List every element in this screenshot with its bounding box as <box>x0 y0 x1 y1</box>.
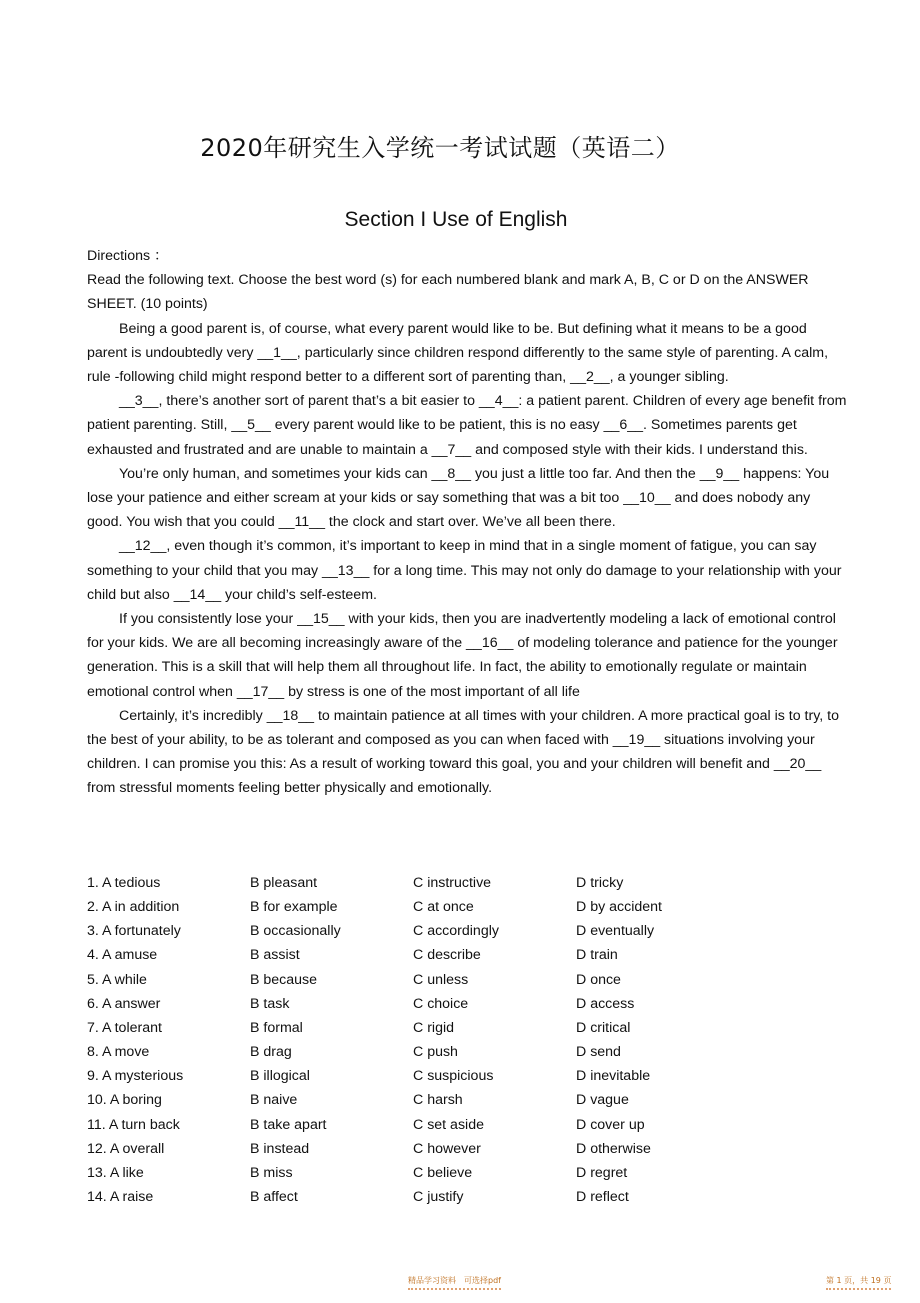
section-title: Section I Use of English <box>344 208 568 231</box>
option-b: B occasionally <box>250 923 341 940</box>
option-c: C believe <box>413 1164 473 1181</box>
option-a: 4. A amuse <box>87 947 158 964</box>
option-c: C harsh <box>413 1092 463 1109</box>
option-d: D eventually <box>576 923 655 940</box>
option-c: C suspicious <box>413 1068 494 1085</box>
option-c: C unless <box>413 971 469 988</box>
option-c: C set aside <box>413 1116 484 1133</box>
passage-paragraph-2: __3__, there’s another sort of parent that’s a bit easier to __4__: a patient parent. Children of every age benefit from patient parenting. Still, __5__ every parent would like to be patient, this is no easy __6__. Sometimes parents get exhausted and frustrated and are unable to maintain a __7__ and composed style with their kids. I understand this. <box>87 393 847 458</box>
directions-label: Directions ： <box>87 248 169 264</box>
option-c: C describe <box>413 947 481 964</box>
option-d: D cover up <box>576 1116 645 1133</box>
footer-watermark-text: 精品学习资料 可选择pdf <box>408 1276 501 1285</box>
passage-body <box>87 244 847 801</box>
footer-dotted-line <box>408 1288 501 1292</box>
option-b: B formal <box>250 1019 303 1036</box>
option-row <box>87 871 767 895</box>
directions-text: Read the following text. Choose the best word (s) for each numbered blank and mark A, B, C or D on the ANSWER SHEET. (10 points) <box>87 272 809 313</box>
option-row <box>87 1016 767 1040</box>
option-row <box>87 895 767 919</box>
option-a: 13. A like <box>87 1164 144 1181</box>
option-row <box>87 968 767 992</box>
option-b: B because <box>250 971 318 988</box>
option-a: 2. A in addition <box>87 899 180 916</box>
option-c: C choice <box>413 995 469 1012</box>
option-row <box>87 1064 767 1088</box>
footer-watermark <box>408 1275 501 1292</box>
option-row <box>87 1088 767 1112</box>
option-a: 1. A tedious <box>87 875 161 891</box>
option-c: C at once <box>413 899 474 916</box>
passage-paragraph-3: You’re only human, and sometimes your kids can __8__ you just a little too far. And then the __9__ happens: You lose your patience and either scream at your kids or say something that was a bit too __10__ and does nobody any good. You wish that you could __11__ the clock and start over. We’ve all been there. <box>87 465 830 531</box>
passage-paragraph-1: Being a good parent is, of course, what every parent would like to be. But defining what it means to be a good parent is undoubtedly very __1__, particularly since children respond differently to the same style of parenting. A calm, rule -following child might respond better to a different sort of parenting than, __2__, a younger sibling. <box>87 320 829 386</box>
option-a: 10. A boring <box>87 1092 162 1109</box>
option-c: C push <box>413 1044 458 1061</box>
option-d: D regret <box>576 1164 628 1181</box>
option-d: D by accident <box>576 899 662 916</box>
option-b: B for example <box>250 899 338 916</box>
option-row <box>87 1137 767 1161</box>
option-a: 12. A overall <box>87 1140 165 1157</box>
option-c: C instructive <box>413 875 492 891</box>
footer-dotted-line <box>826 1288 891 1292</box>
option-b: B drag <box>250 1044 292 1061</box>
option-a: 3. A fortunately <box>87 923 181 940</box>
option-row <box>87 919 767 943</box>
document-title: 2020年研究生入学统一考试试题（英语二） <box>200 134 680 162</box>
option-row <box>87 1113 767 1137</box>
option-row <box>87 1040 767 1064</box>
option-row <box>87 943 767 967</box>
option-b: B naive <box>250 1092 298 1109</box>
option-b: B assist <box>250 947 300 964</box>
option-d: D tricky <box>576 875 624 891</box>
option-d: D send <box>576 1044 621 1061</box>
option-d: D train <box>576 947 618 964</box>
option-a: 8. A move <box>87 1044 150 1061</box>
option-d: D access <box>576 995 635 1012</box>
option-b: B illogical <box>250 1068 310 1085</box>
passage-paragraph-4: __12__, even though it’s common, it’s important to keep in mind that in a single moment of fatigue, you can say something to your child that you may __13__ for a long time. This may not only do damage to your relationship with your child but also __14__ your child’s self-esteem. <box>87 538 842 603</box>
option-a: 14. A raise <box>87 1189 154 1206</box>
option-d: D vague <box>576 1092 629 1109</box>
answer-options-list <box>87 871 767 1209</box>
option-a: 11. A turn back <box>87 1116 180 1133</box>
option-c: C justify <box>413 1189 464 1206</box>
option-b: B pleasant <box>250 875 318 891</box>
option-d: D inevitable <box>576 1068 651 1085</box>
option-d: D reflect <box>576 1189 629 1206</box>
option-a: 5. A while <box>87 971 147 988</box>
option-a: 6. A answer <box>87 995 161 1012</box>
option-a: 9. A mysterious <box>87 1068 184 1085</box>
option-d: D critical <box>576 1019 631 1036</box>
option-d: D once <box>576 971 621 988</box>
option-d: D otherwise <box>576 1140 651 1157</box>
option-b: B task <box>250 995 290 1012</box>
option-c: C however <box>413 1140 481 1157</box>
option-row <box>87 1185 767 1209</box>
option-b: B affect <box>250 1189 298 1206</box>
option-b: B take apart <box>250 1116 327 1133</box>
option-c: C rigid <box>413 1019 454 1036</box>
option-c: C accordingly <box>413 923 499 940</box>
page-number-text: 第 1 页，共 19 页 <box>826 1276 892 1285</box>
passage-paragraph-6: Certainly, it’s incredibly __18__ to maintain patience at all times with your children. A more practical goal is to try, to the best of your ability, to be as tolerant and composed as you can when faced with __19__ situations involving your children. I can promise you this: As a result of working toward this goal, you and your children will benefit and __20__ from stressful moments feeling better physically and emotionally. <box>87 707 839 797</box>
option-row <box>87 1161 767 1185</box>
footer-page-number <box>826 1275 891 1292</box>
passage-paragraph-5: If you consistently lose your __15__ with your kids, then you are inadvertently modeling a lack of emotional control for your kids. We are all becoming increasingly aware of the __16__ of modeling tolerance and patience for the younger generation. This is a skill that will help them all throughout life. In fact, the ability to emotionally regulate or maintain emotional control when __17__ by stress is one of the most important of all life <box>87 611 838 700</box>
option-b: B instead <box>250 1140 310 1157</box>
option-b: B miss <box>250 1164 293 1181</box>
option-a: 7. A tolerant <box>87 1019 162 1036</box>
option-row <box>87 992 767 1016</box>
